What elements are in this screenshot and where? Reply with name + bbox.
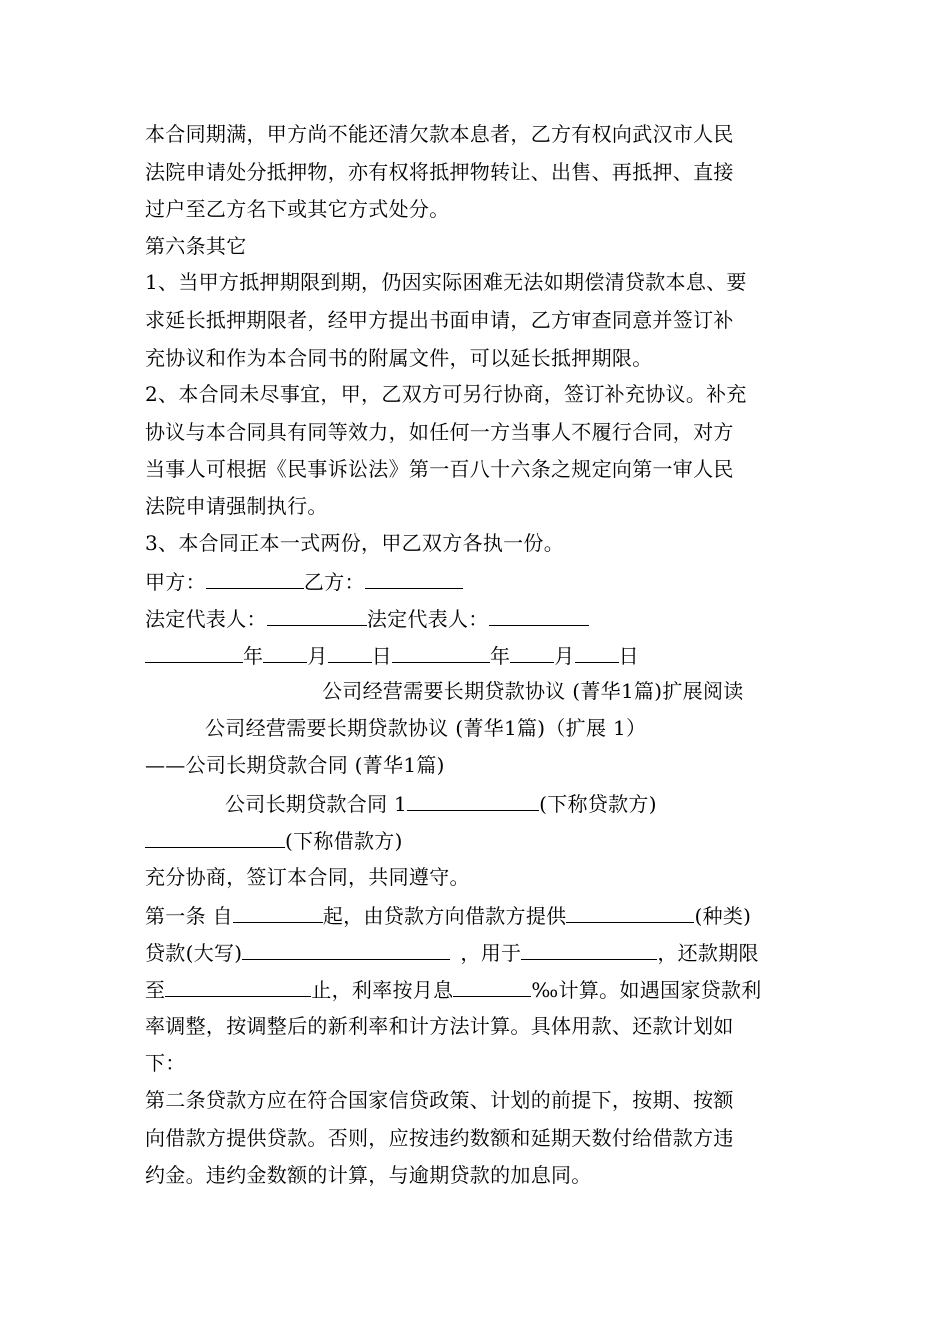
paragraph-line: 法院申请强制执行。 bbox=[145, 494, 328, 518]
party-b-label: 乙方： bbox=[303, 570, 365, 594]
year-a-blank bbox=[145, 642, 243, 663]
paragraph-line: 本合同期满，甲方尚不能还清欠款本息者，乙方有权向武汉市人民 bbox=[145, 122, 734, 146]
article-1-text: 至 bbox=[145, 978, 166, 1002]
paragraph-line: 协议与本合同具有同等效力，如任何一方当事人不履行合同，对方 bbox=[145, 420, 734, 444]
article-1-text: ，还款期限 bbox=[657, 941, 759, 965]
extended-reading-subtitle: 公司经营需要长期贷款协议 (菁华1篇)（扩展 1） bbox=[205, 716, 647, 740]
paragraph-line: 率调整，按调整后的新利率和计方法计算。具体用款、还款计划如 bbox=[145, 1014, 734, 1038]
paragraph-line: 法院申请处分抵押物，亦有权将抵押物转让、出售、再抵押、直接 bbox=[145, 160, 734, 184]
paragraph-line: 充协议和作为本合同书的附属文件，可以延长抵押期限。 bbox=[145, 346, 653, 370]
contract-title: 公司长期贷款合同 1 bbox=[225, 792, 408, 816]
year-label: 年 bbox=[489, 644, 511, 668]
party-b-blank bbox=[365, 568, 463, 589]
borrower-line bbox=[145, 827, 403, 853]
article-heading: 第六条其它 bbox=[145, 234, 247, 258]
month-label: 月 bbox=[554, 644, 575, 668]
purpose-blank bbox=[521, 939, 657, 960]
year-label: 年 bbox=[243, 644, 264, 668]
rep-a-blank bbox=[267, 605, 367, 626]
paragraph-line: 向借款方提供贷款。否则，应按违约数额和延期天数付给借款方违 bbox=[145, 1126, 734, 1150]
paragraph-line: 当事人可根据《民事诉讼法》第一百八十六条之规定向第一审人民 bbox=[145, 457, 734, 481]
article-1-line-2 bbox=[145, 939, 759, 965]
article-1-line-3 bbox=[145, 976, 762, 1002]
borrower-blank bbox=[145, 827, 285, 848]
borrower-label: (下称借款方) bbox=[285, 829, 403, 853]
article-1-text: ，用于 bbox=[460, 941, 522, 965]
rep-a-label: 法定代表人： bbox=[145, 607, 267, 631]
year-b-blank bbox=[392, 642, 490, 663]
paragraph-line: 下： bbox=[145, 1051, 186, 1075]
lender-blank bbox=[407, 790, 539, 811]
month-label: 月 bbox=[307, 644, 328, 668]
article-1-text: 贷款(大写) bbox=[145, 941, 243, 965]
article-1-text: 止，利率按月息 bbox=[311, 978, 454, 1002]
rep-b-blank bbox=[489, 605, 589, 626]
article-1-text: 起，由贷款方向借款方提供 bbox=[322, 904, 567, 928]
signature-parties-line bbox=[145, 568, 463, 594]
day-a-blank bbox=[328, 642, 372, 663]
extended-reading-title: 公司经营需要长期贷款协议 (菁华1篇)扩展阅读 bbox=[322, 679, 744, 703]
party-a-label: 甲方： bbox=[145, 570, 206, 594]
month-a-blank bbox=[263, 642, 307, 663]
signature-reps-line bbox=[145, 605, 589, 631]
article-1-text: 第一条 自 bbox=[145, 904, 233, 928]
extended-reading-dash: ——公司长期贷款合同 (菁华1篇) bbox=[145, 753, 445, 777]
loan-type-blank bbox=[566, 902, 694, 923]
paragraph-line: 求延长抵押期限者，经甲方提出书面申请，乙方审查同意并签订补 bbox=[145, 308, 734, 332]
article-1-text: ‰计算。如遇国家贷款利 bbox=[531, 978, 762, 1002]
article-1-line-1 bbox=[145, 902, 751, 928]
day-b-blank bbox=[575, 642, 619, 663]
party-a-blank bbox=[206, 568, 304, 589]
contract-title-line bbox=[225, 790, 657, 816]
day-label: 日 bbox=[618, 644, 639, 668]
paragraph-line: 约金。违约金数额的计算，与逾期贷款的加息同。 bbox=[145, 1163, 592, 1187]
start-date-blank bbox=[233, 902, 323, 923]
rep-b-label: 法定代表人： bbox=[366, 607, 489, 631]
paragraph-line: 2、本合同未尽事宜，甲，乙双方可另行协商，签订补充协议。补充 bbox=[145, 382, 747, 406]
interest-rate-blank bbox=[453, 976, 531, 997]
article-1-text: (种类) bbox=[694, 904, 752, 928]
repay-date-blank bbox=[165, 976, 311, 997]
lender-label: (下称贷款方) bbox=[539, 792, 657, 816]
paragraph-line: 第二条贷款方应在符合国家信贷政策、计划的前提下，按期、按额 bbox=[145, 1088, 734, 1112]
month-b-blank bbox=[510, 642, 554, 663]
paragraph-line: 1、当甲方抵押期限到期，仍因实际困难无法如期偿清贷款本息、要 bbox=[145, 270, 747, 294]
paragraph-line: 充分协商，签订本合同，共同遵守。 bbox=[145, 865, 470, 889]
day-label: 日 bbox=[371, 644, 392, 668]
paragraph-line: 过户至乙方名下或其它方式处分。 bbox=[145, 197, 450, 221]
date-line bbox=[145, 642, 639, 668]
paragraph-line: 3、本合同正本一式两份，甲乙双方各执一份。 bbox=[145, 531, 565, 555]
amount-blank bbox=[242, 939, 450, 960]
